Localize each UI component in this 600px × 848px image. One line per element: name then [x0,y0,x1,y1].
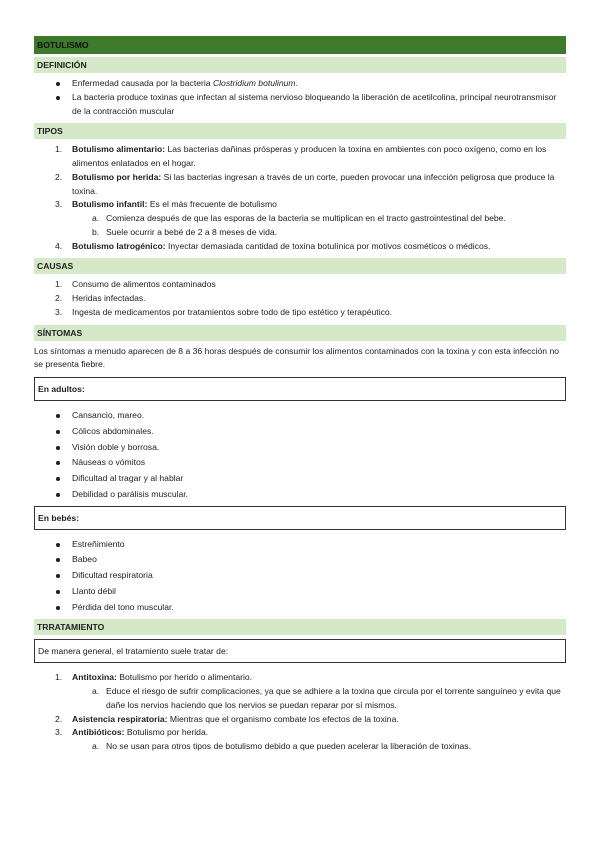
section-heading-sintomas: SÍNTOMAS [34,325,566,341]
section-heading-definicion: DEFINICIÓN [34,57,566,73]
list-item: Estreñimiento [72,538,566,552]
list-item: Botulismo Iatrogénico: Inyectar demasiada cantidad de toxina botulínica por motivos cosméticos o médicos. [72,240,491,251]
tratamiento-intro-box: De manera general, el tratamiento suele tratar de: [34,639,566,663]
sub-list [72,212,566,240]
adultos-list [34,409,566,502]
list-item: Cansancio, mareo. [72,409,566,423]
adultos-box: En adultos: [34,377,566,401]
list-item: Antitoxina: Botulismo por herido o alimentario. Educe el riesgo de sufrir complicaciones, ya que se adhiere a la toxina que circula por el torrente sanguíneo y evita que dañe los nervios haciendo que los nervios se puedan reparar por sí mismos. [72,671,566,712]
list-item: Enfermedad causada por la bacteria Clostridium botulinum. [72,77,566,91]
document-title: BOTULISMO [34,36,566,54]
list-item: Debilidad o parálisis muscular. [72,488,566,502]
sub-list-item: Suele ocurrir a bebé de 2 a 8 meses de vida. [106,226,278,237]
list-item: Llanto débil [72,585,566,599]
list-item: Dificultad respiratoria [72,569,566,583]
section-heading-tipos: TIPOS [34,123,566,139]
list-item: Visión doble y borrosa. [72,441,566,455]
sintomas-intro: Los síntomas a menudo aparecen de 8 a 36 horas después de consumir los alimentos contaminados con la toxina y con esta infección no se presenta fiebre. [34,345,560,370]
list-item: Heridas infectadas. [72,293,146,303]
tratamiento-list [34,671,566,754]
sub-list [72,685,566,713]
sub-list [72,740,566,754]
list-item: Botulismo alimentario: Las bacterias dañinas prósperas y producen la toxina en ambientes con poco oxígeno, como en los alimentos enlatados en el hogar. [72,144,547,168]
section-heading-tratamiento: TRRATAMIENTO [34,619,566,635]
list-item: Dificultad al tragar y al hablar [72,472,566,486]
list-item: Babeo [72,553,566,567]
sub-list-item: No se usan para otros tipos de botulismo debido a que pueden acelerar la liberación de toxinas. [106,741,471,751]
list-item: Asistencia respiratoria: Mientras que el organismo combate los efectos de la toxina. [72,713,399,724]
document-page [34,36,566,758]
list-item: Consumo de alimentos contaminados [72,279,216,290]
list-item: Pérdida del tono muscular. [72,601,566,615]
bebes-list [34,538,566,615]
bebes-box: En bebés: [34,506,566,530]
sub-list-item: Comienza después de que las esporas de la bacteria se multiplican en el tracto gastrointestinal del bebe. [106,213,506,223]
list-item: Náuseas o vómitos [72,456,566,470]
list-item: Botulismo por herida: Si las bacterias ingresan a través de un corte, pueden provocar una infección peligrosa que produce la toxina. [72,171,555,196]
list-item: Ingesta de medicamentos por tratamientos sobre todo de tipo estético y terapéutico. [72,306,393,317]
section-heading-causas: CAUSAS [34,258,566,274]
list-item: La bacteria produce toxinas que infectan al sistema nervioso bloqueando la liberación de acetilcolina, principal neurotransmisor de la contracción muscular [72,91,566,119]
sub-list-item: Educe el riesgo de sufrir complicaciones, ya que se adhiere a la toxina que circula por el torrente sanguíneo y evita que dañe los nervios haciendo que los nervios se puedan reparar por sí mismos. [106,686,561,710]
list-item: Antibióticos: Botulismo por herida. No se usan para otros tipos de botulismo debido a que pueden acelerar la liberación de toxinas. [72,726,566,754]
causas-list [34,278,566,319]
list-item: Cólicos abdominales. [72,425,566,439]
tipos-list [34,143,566,253]
definicion-list [34,77,566,118]
list-item: Botulismo infantil: Es el más frecuente de botulismo Comienza después de que las esporas de la bacteria se multiplican en el tracto gastrointestinal del bebe. Suele ocurrir a bebé de 2 a 8 meses de vida. [72,198,566,239]
